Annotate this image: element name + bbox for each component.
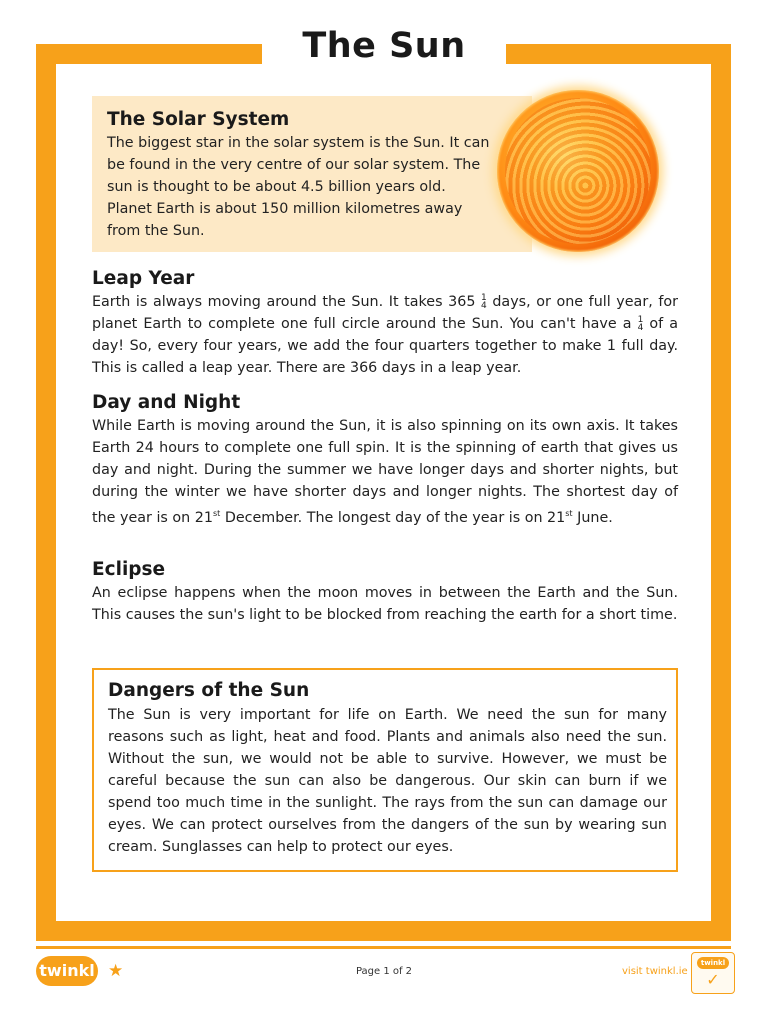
solar-system-text: The biggest star in the solar system is the Sun. It can be found in the very centre of our solar system. The sun is thought to be about 4.5 billion years old. Planet Earth is about 150 million kilometres away from the Sun. xyxy=(107,135,490,239)
footer-divider xyxy=(36,946,731,949)
star-icon: ★ xyxy=(108,961,124,981)
leap-year-text xyxy=(92,291,678,379)
day-night-text xyxy=(92,415,678,529)
ordinal-suffix: st xyxy=(212,509,221,518)
fraction-denominator: 4 xyxy=(481,301,487,311)
ordinal-suffix: st xyxy=(565,509,573,518)
checkmark-icon: ✓ xyxy=(706,970,720,989)
fraction-numerator: 1 xyxy=(637,315,644,325)
leap-text-part: of a day! So, every four years, we add the four quarters together to make 1 full day. This is called a leap year. There are 366 days in a leap year. xyxy=(92,316,678,376)
dangers-box xyxy=(92,668,678,872)
visit-link[interactable]: visit twinkl.ie xyxy=(622,966,688,977)
twinkl-logo[interactable]: twinkl xyxy=(36,956,98,986)
dangers-text: The Sun is very important for life on Earth. We need the sun for many reasons such as light, heat and food. Plants and animals also need the sun. Without the sun, we would not be able to survive. However, we must be careful because the sun can also be dangerous. Our skin can burn if we spend too much time in the sunlight. The rays from the sun can damage our eyes. We can protect ourselves from the dangers of the sun by wearing sun cream. Sunglasses can help to protect our eyes. xyxy=(108,707,667,855)
dangers-heading: Dangers of the Sun xyxy=(108,680,310,701)
sun-image xyxy=(497,90,659,252)
day-night-text-part: While Earth is moving around the Sun, it is also spinning on its own axis. It takes Earth 24 hours to complete one full spin. It is the spinning of earth that gives us day and night. During the summer we have longer days and shorter nights, but during the winter we have shorter days and longer nights. The shortest day of the year is on 21 xyxy=(92,418,678,526)
day-night-heading: Day and Night xyxy=(92,392,241,413)
leap-text-part: Earth is always moving around the Sun. It takes 365 xyxy=(92,294,482,310)
page-number: Page 1 of 2 xyxy=(355,966,413,977)
badge-logo: twinkl xyxy=(697,957,729,969)
fraction-numerator: 1 xyxy=(481,293,487,303)
leap-year-section xyxy=(92,268,678,379)
leap-year-heading: Leap Year xyxy=(92,268,195,289)
solar-system-heading: The Solar System xyxy=(107,109,290,130)
quality-badge xyxy=(691,952,735,994)
eclipse-heading: Eclipse xyxy=(92,559,166,580)
leap-text-part: days, or one full year, for planet Earth to complete one full circle around the Sun. You can't have a xyxy=(92,294,678,332)
day-night-text-part: June. xyxy=(572,509,613,526)
fraction-denominator: 4 xyxy=(637,323,644,333)
eclipse-section xyxy=(92,559,678,626)
day-night-text-part: December. The longest day of the year is on 21 xyxy=(220,509,566,526)
page-title: The Sun xyxy=(302,26,466,66)
eclipse-text: An eclipse happens when the moon moves in between the Earth and the Sun. This causes the sun's light to be blocked from reaching the earth for a short time. xyxy=(92,585,678,623)
day-night-section xyxy=(92,392,678,529)
